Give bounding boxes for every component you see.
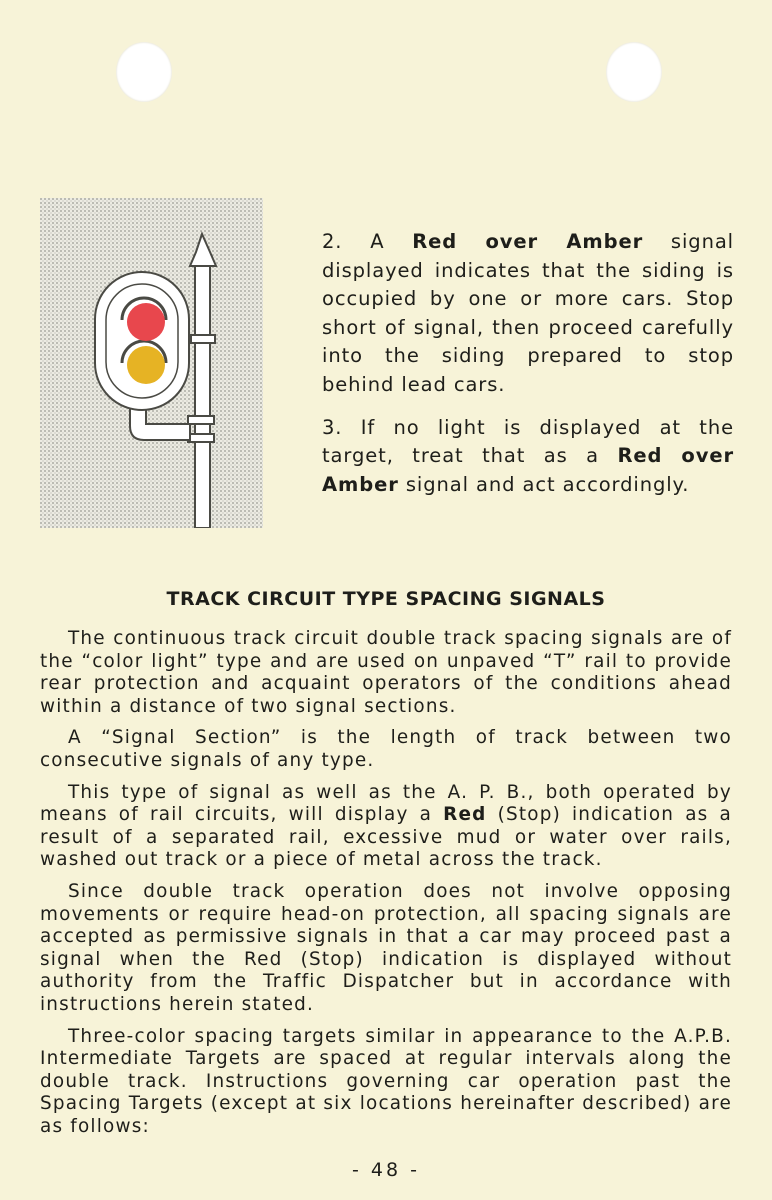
punch-hole-right: [606, 42, 662, 102]
punch-hole-left: [116, 42, 172, 102]
signal-mast: [195, 262, 210, 528]
signal-illustration: [40, 198, 263, 528]
caption-item-2: 2. A Red over Amber signal displayed indicates that the siding is occupied by one or more cars. Stop short of signal, then proceed carefully into the siding prepared to stop behind lead cars.: [322, 230, 735, 396]
paragraph: A “Signal Section” is the length of track between two consecutive signals of any type.: [40, 727, 732, 771]
page-number: - 48 -: [352, 1159, 420, 1181]
mast-clamp: [191, 335, 215, 343]
amber-lamp: [127, 346, 165, 384]
paragraph: The continuous track circuit double track spacing signals are of the “color light” type and are used on unpaved “T” rail to provide rear protection and acquaint operators of the conditions ahead within a distance of two signal sections.: [40, 628, 732, 717]
section-heading: TRACK CIRCUIT TYPE SPACING SIGNALS: [166, 588, 606, 610]
signal-icon: [40, 198, 263, 528]
paragraph: This type of signal as well as the A. P. B., both operated by means of rail circuits, will display a Red (Stop) indication as a result of a separated rail, excessive mud or water over rails, washed out track or a piece of metal across the track.: [40, 781, 732, 871]
paragraph: Since double track operation does not involve opposing movements or require head-on protection, all spacing signals are accepted as permissive signals in that a car may proceed past a signal when the Red (Stop) indication is displayed without authority from the Traffic Dispatcher but in accordance with instructions herein stated.: [40, 880, 732, 1015]
red-lamp: [127, 303, 165, 341]
signal-caption: [322, 228, 734, 513]
caption-item-3: 3. If no light is displayed at the target, treat that as a Red over Amber signal and act accordingly.: [322, 415, 734, 496]
paragraph: Three-color spacing targets similar in appearance to the A.P.B. Intermediate Targets are spaced at regular intervals along the double track. Instructions governing car operation past the Spacing Targets (except at six locations hereinafter described) are as follows:: [40, 1025, 732, 1137]
body-text: [40, 628, 732, 1147]
